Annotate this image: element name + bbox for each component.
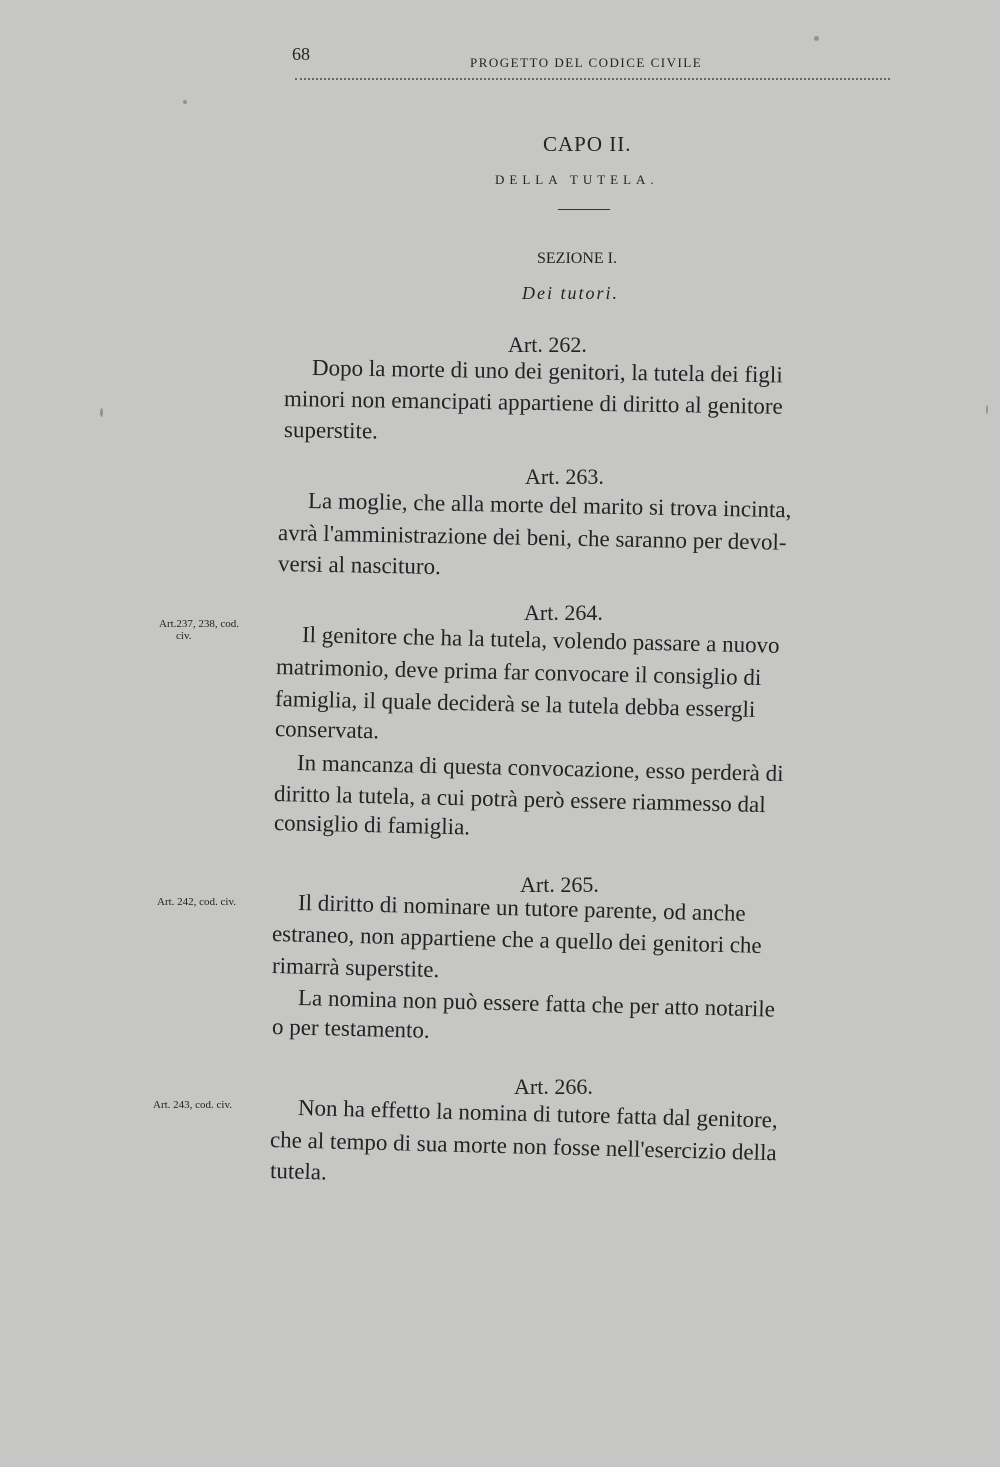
chapter-title: DELLA TUTELA.: [495, 172, 659, 187]
article-text-line: o per testamento.: [271, 1014, 431, 1043]
article-text-line: rimarrà superstite.: [271, 953, 440, 983]
article-text-line: consiglio di famiglia.: [273, 810, 471, 840]
article-text-line: Il diritto di nominare un tutore parente, od anche: [297, 890, 746, 926]
section-subtitle: Dei tutori.: [522, 283, 619, 303]
section-divider: [558, 209, 610, 210]
article-text-line: Non ha effetto la nomina di tutore fatta dal genitore,: [297, 1095, 779, 1133]
article-text-line: versi al nascituro.: [277, 551, 442, 580]
article-heading: Art. 265.: [520, 872, 599, 897]
article-text-line: matrimonio, deve prima far convocare il consiglio di: [275, 654, 762, 691]
article-text-line: famiglia, il quale deciderà se la tutela debba essergli: [274, 686, 756, 722]
article-text-line: In mancanza di questa convocazione, esso perderà di: [296, 750, 784, 787]
article-text-line: Dopo la morte di uno dei genitori, la tutela dei figli: [311, 355, 783, 388]
article-text-line: conservata.: [274, 716, 380, 744]
header-dotted-rule: [295, 78, 890, 80]
article-text-line: La nomina non può essere fatta che per atto notarile: [297, 985, 776, 1022]
article-heading: Art. 262.: [508, 332, 587, 357]
running-title: PROGETTO DEL CODICE CIVILE: [470, 55, 703, 70]
article-text-line: avrà l'amministrazione dei beni, che saranno per devol-: [277, 520, 787, 555]
article-heading: Art. 263.: [525, 464, 604, 489]
chapter-heading: CAPO II.: [543, 132, 632, 156]
section-heading: SEZIONE I.: [537, 250, 617, 267]
article-heading: Art. 266.: [514, 1074, 593, 1099]
article-text-line: La moglie, che alla morte del marito si trova incinta,: [307, 488, 792, 523]
page-number: 68: [292, 44, 310, 64]
article-text-line: Il genitore che ha la tutela, volendo passare a nuovo: [301, 622, 780, 658]
article-text-line: estraneo, non appartiene che a quello dei genitori che: [271, 921, 762, 958]
scan-speck: [814, 36, 819, 41]
article-heading: Art. 264.: [524, 600, 603, 625]
margin-note: Art. 243, cod. civ.: [153, 1099, 233, 1111]
article-text-line: diritto la tutela, a cui potrà però essere riammesso dal: [273, 781, 766, 818]
article-text-line: superstite.: [283, 417, 379, 444]
scan-speck: [183, 100, 187, 104]
margin-note: Art.237, 238, cod.: [159, 618, 240, 630]
scan-speck: [100, 408, 103, 417]
margin-note: Art. 242, cod. civ.: [157, 896, 237, 908]
article-text-line: minori non emancipati appartiene di diritto al genitore: [283, 386, 783, 419]
article-text-line: tutela.: [269, 1158, 328, 1185]
scan-speck: [986, 405, 988, 414]
article-text-line: che al tempo di sua morte non fosse nell'esercizio della: [269, 1127, 777, 1166]
margin-note: civ.: [176, 630, 192, 642]
